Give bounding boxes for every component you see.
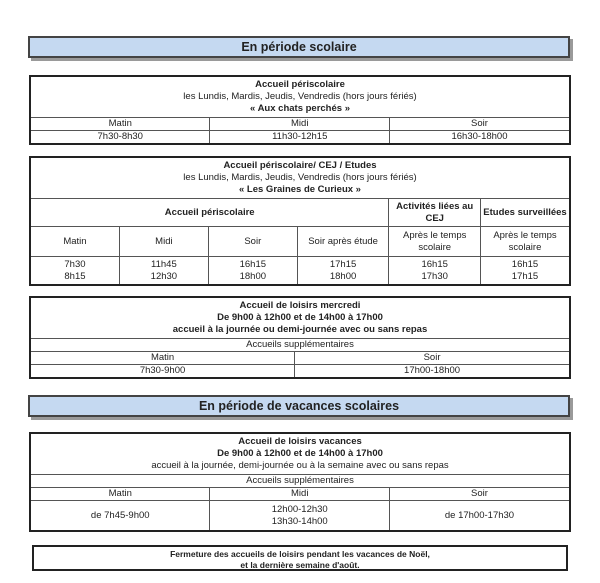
time-range-cell [297,257,389,285]
column-header: Soir [389,488,569,501]
loisirs-vacances-table [30,433,570,531]
block-days: les Lundis, Mardis, Jeudis, Vendredis (hors jours fériés) [183,172,417,183]
time-range-cell [31,257,120,285]
block-description: accueil à la journée ou demi-journée avec ou sans repas [172,324,428,335]
block-hours: De 9h00 à 12h00 et de 14h00 à 17h00 [217,448,383,459]
time-cell: 11h30-12h15 [210,131,389,144]
periscolaire-chats-table [30,76,570,144]
school-period-banner [28,36,570,58]
time-start: 16h15 [239,258,267,270]
column-header: Soir [389,118,569,131]
column-header: Soir après étude [297,227,389,257]
time-range-cell [389,257,481,285]
block-hours: De 9h00 à 12h00 et de 14h00 à 17h00 [217,312,383,323]
time-end: 12h30 [150,270,178,282]
periscolaire-graines-header [31,158,570,199]
holiday-period-banner [28,395,570,417]
time-start: 16h15 [511,258,539,270]
time-cell: de 17h00-17h30 [389,501,569,531]
block-description: accueil à la journée, demi-journée ou à la semaine avec ou sans repas [151,460,449,471]
time-cell: 7h30-9h00 [31,365,295,378]
column-header: Midi [210,118,389,131]
extra-hours-label: Accueils supplémentaires [31,475,570,488]
loisirs-vacances-header [31,434,570,475]
closure-notice-line: Fermeture des accueils de loisirs pendant les vacances de Noël, [170,549,430,559]
time-cell: 7h30-8h30 [31,131,210,144]
time-start: 16h15 [421,258,448,270]
time-end: 17h30 [421,270,448,282]
block-days: les Lundis, Mardis, Jeudis, Vendredis (hors jours fériés) [183,91,417,102]
column-header: Matin [31,118,210,131]
time-end: 8h15 [64,270,86,282]
closure-notice-line: et la dernière semaine d'août. [240,560,360,570]
extra-hours-label: Accueils supplémentaires [31,339,570,352]
column-header: Matin [31,227,120,257]
school-period-title: En période scolaire [241,40,357,54]
column-header: Matin [31,352,295,365]
block-title: Accueil périscolaire [255,79,345,90]
time-cell: 16h30-18h00 [389,131,569,144]
column-header: Soir [208,227,297,257]
group-header-etudes: Etudes surveillées [481,199,570,227]
column-header: Midi [119,227,208,257]
column-header: Après le temps scolaire [481,227,570,257]
column-header: Soir [295,352,570,365]
block-title: Accueil de loisirs mercredi [239,300,361,311]
time-end: 18h00 [239,270,267,282]
group-header-periscolaire: Accueil périscolaire [31,199,389,227]
block-title: Accueil de loisirs vacances [238,436,362,447]
time-start: 17h15 [329,258,357,270]
group-header-cej: Activités liées au CEJ [389,199,481,227]
closure-notice [32,545,568,571]
time-range-cell [208,257,297,285]
block-center-name: « Aux chats perchés » [250,103,350,114]
time-end: 17h15 [511,270,539,282]
column-header: Midi [210,488,389,501]
time-range-cell [481,257,570,285]
column-header: Après le temps scolaire [389,227,481,257]
time-cell: 17h00-18h00 [295,365,570,378]
time-cell: de 7h45-9h00 [31,501,210,531]
periscolaire-graines-table [30,157,570,285]
periscolaire-chats-header [31,77,570,118]
block-title: Accueil périscolaire/ CEJ / Etudes [223,160,377,171]
holiday-period-title: En période de vacances scolaires [198,399,400,413]
time-slot: 12h00-12h30 [271,503,328,515]
time-range-cell [210,501,389,531]
loisirs-mercredi-table [30,297,570,378]
time-range-cell [119,257,208,285]
time-start: 7h30 [64,258,86,270]
column-header: Matin [31,488,210,501]
time-slot: 13h30-14h00 [271,515,328,527]
block-center-name: « Les Graines de Curieux » [239,184,361,195]
time-end: 18h00 [329,270,357,282]
loisirs-mercredi-header [31,298,570,339]
time-start: 11h45 [151,258,177,270]
